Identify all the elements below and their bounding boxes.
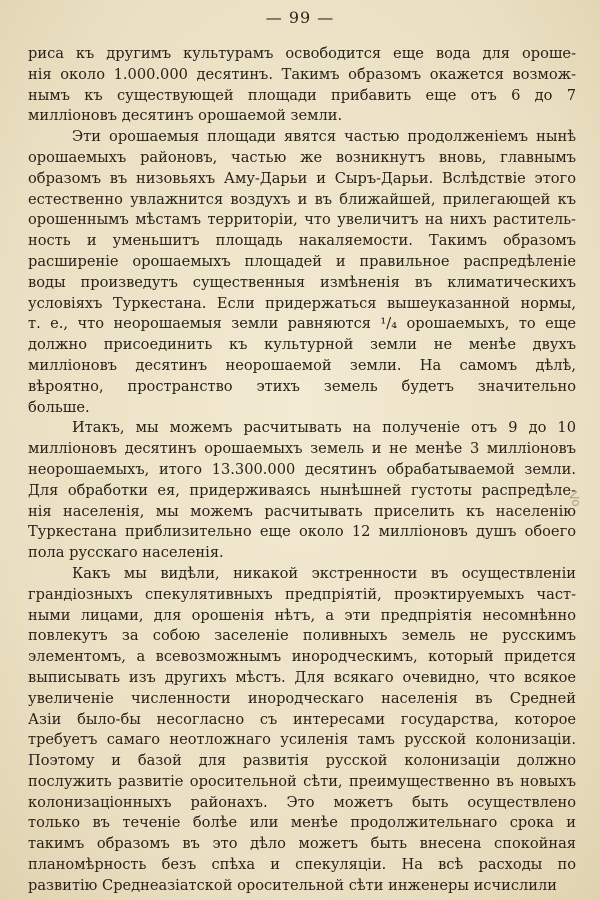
text-line: пола русскаго населенія.: [28, 544, 224, 562]
text-line: Итакъ, мы можемъ расчитывать на полученіе отъ 9 до 10: [72, 419, 576, 437]
text-line: милліоновъ десятинъ орошаемыхъ земель и не менѣе 3 милліоновъ: [28, 440, 576, 458]
text-line: вѣроятно, пространство этихъ земель будетъ значительно: [28, 377, 576, 395]
text-line: планомѣрность безъ спѣха и спекуляціи. На всѣ расходы по: [28, 856, 576, 874]
text-line: Азіи было-бы несогласно съ интересами государства, которое: [28, 710, 576, 728]
paragraph: [28, 418, 576, 564]
text-line: ными лицами, для орошенія нѣтъ, а эти предпріятія несомнѣнно: [28, 606, 576, 624]
text-line: требуетъ самаго неотложнаго усиленія тамъ русской колонизаціи.: [28, 731, 576, 749]
text-line: нія населенія, мы можемъ расчитывать приселить къ населенію: [28, 502, 576, 520]
paragraph: [28, 127, 576, 418]
text-line: ность и уменьшитъ площадь накаляемости. Такимъ образомъ: [28, 232, 576, 250]
text-line: нія около 1.000.000 десятинъ. Такимъ образомъ окажется возмож-: [28, 65, 576, 83]
text-line: увеличеніе численности инородческаго населенія въ Средней: [28, 689, 576, 707]
text-line: орошеннымъ мѣстамъ территоріи, что увеличитъ на нихъ раститель-: [28, 211, 576, 229]
text-line: Туркестана приблизительно еще около 12 милліоновъ душъ обоего: [28, 523, 576, 541]
text-line: послужить развитіе оросительной сѣти, преимущественно въ новыхъ: [28, 772, 576, 790]
text-line: орошаемыхъ районовъ, частью же возникнутъ вновь, главнымъ: [28, 148, 576, 166]
text-line: естественно увлажнится воздухъ и въ ближайшей, прилегающей къ: [28, 190, 576, 208]
paragraph: [28, 44, 576, 127]
text-line: т. е., что неорошаемыя земли равняются ¹/₄ орошаемыхъ, то еще: [28, 315, 576, 333]
text-line: элементомъ, а всевозможнымъ инородческимъ, который придется: [28, 648, 576, 666]
text-line: Эти орошаемыя площади явятся частью продолженіемъ нынѣ: [72, 128, 576, 146]
text-line: выписывать изъ другихъ мѣстъ. Для всякаго очевидно, что всякое: [28, 668, 576, 686]
text-line: милліоновъ десятинъ орошаемой земли.: [28, 107, 343, 125]
text-line: грандіозныхъ спекулятивныхъ предпріятій, проэктируемыхъ част-: [28, 585, 576, 603]
paragraph: [28, 564, 576, 897]
text-line: риса къ другимъ культурамъ освободится еще вода для ороше-: [28, 45, 576, 62]
text-line: неорошаемыхъ, итого 13.300.000 десятинъ обрабатываемой земли.: [28, 460, 576, 478]
text-line: такимъ образомъ въ это дѣло можетъ быть внесена спокойная: [28, 835, 576, 853]
text-line: нымъ къ существующей площади прибавить еще отъ 6 до 7: [28, 86, 576, 104]
text-line: развитію Среднеазіатской оросительной сѣти инженеры исчислили: [28, 876, 558, 894]
text-line: милліоновъ десятинъ неорошаемой земли. На самомъ дѣлѣ,: [28, 356, 576, 374]
text-line: условіяхъ Туркестана. Если придержаться вышеуказанной нормы,: [28, 294, 576, 312]
page-number: — 99 —: [265, 8, 335, 27]
text-line: больше.: [28, 398, 90, 416]
text-line: Для обработки ея, придерживаясь нынѣшней густоты распредѣле-: [28, 481, 576, 499]
text-line: Поэтому и базой для развитія русской колонизаціи должно: [28, 752, 576, 770]
text-line: расширеніе орошаемыхъ площадей и правильное распредѣленіе: [28, 252, 576, 270]
handwritten-margin-note: Vo: [566, 490, 585, 509]
body-text: [28, 44, 576, 897]
text-line: воды произведутъ существенныя измѣненія въ климатическихъ: [28, 273, 576, 291]
text-line: Какъ мы видѣли, никакой экстренности въ осуществленіи: [72, 564, 576, 582]
text-line: должно присоединить къ культурной земли не менѣе двухъ: [28, 336, 576, 354]
text-line: образомъ въ низовьяхъ Аму-Дарьи и Сыръ-Дарьи. Вслѣдствіе этого: [28, 169, 576, 187]
text-line: только въ теченіе болѣе или менѣе продолжительнаго срока и: [28, 814, 576, 832]
text-line: повлекутъ за собою заселеніе поливныхъ земель не русскимъ: [28, 627, 576, 645]
text-line: колонизаціонныхъ районахъ. Это можетъ быть осуществлено: [28, 793, 576, 811]
